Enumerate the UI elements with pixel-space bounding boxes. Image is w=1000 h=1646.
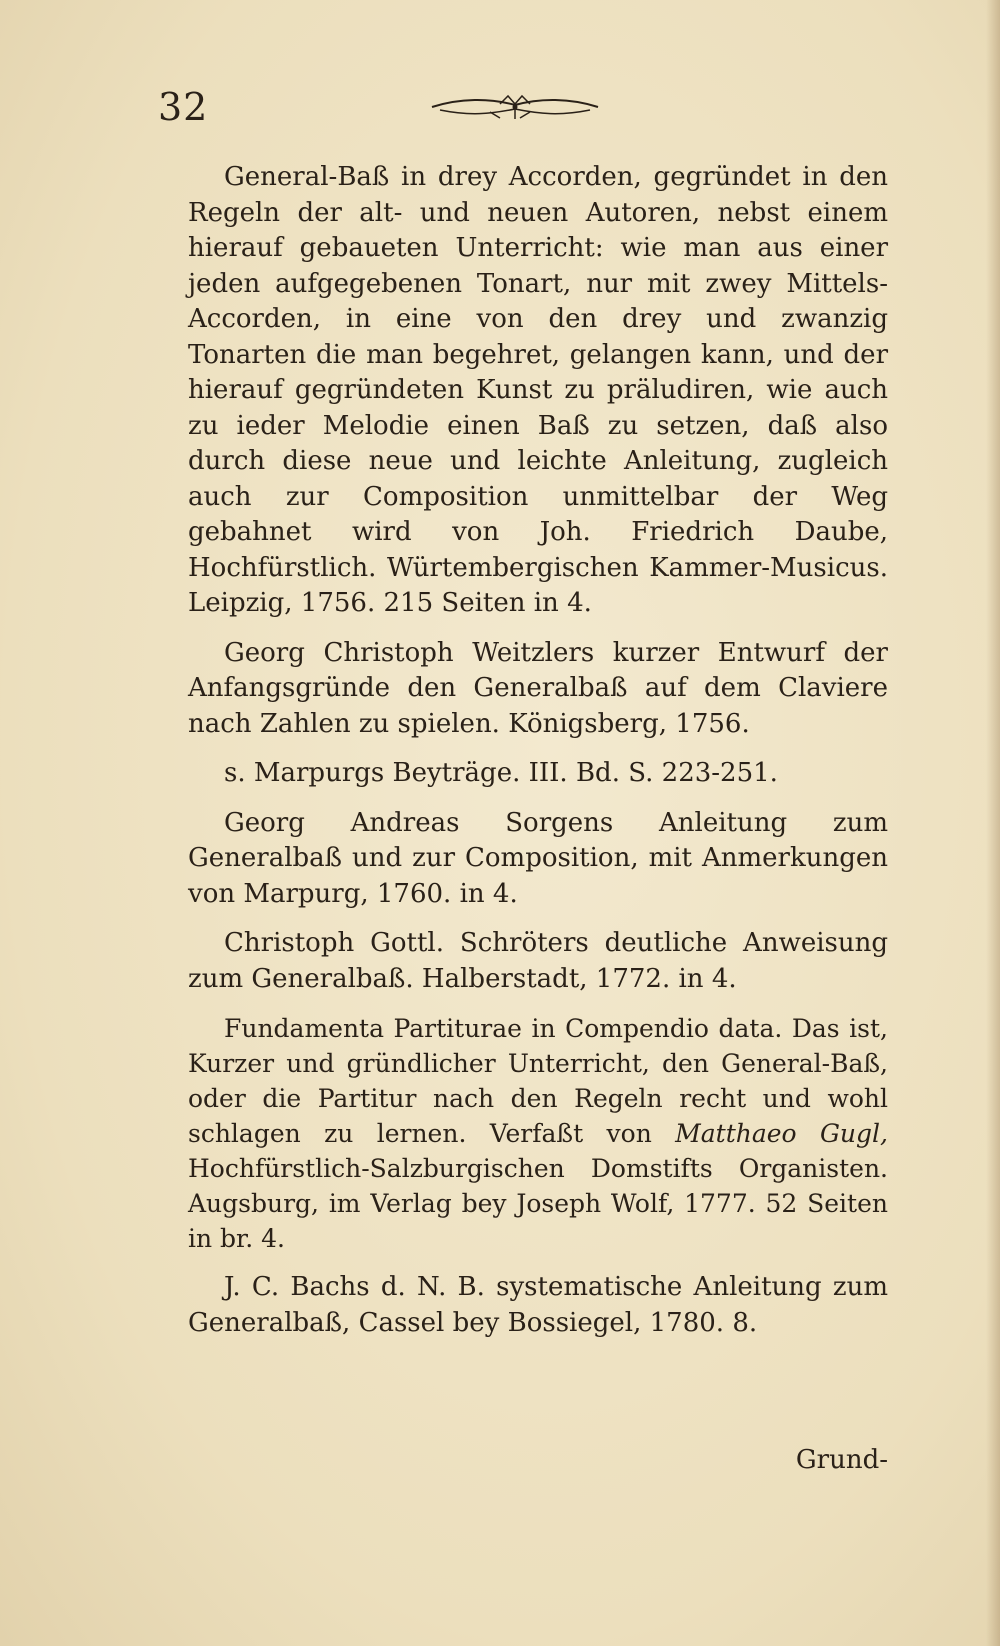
entry-marpurg-reference: s. Marpurgs Beyträge. III. Bd. S. 223-251. [224,758,778,788]
ornament-rule-icon [430,90,600,124]
entry-sorge: Georg Andreas Sorgens Anleitung zum Generalbaß und zur Composition, mit Anmerkungen von Marpurg, 1760. in 4. [188,807,888,909]
entry-bach: J. C. Bachs d. N. B. systematische Anleitung zum Generalbaß, Cassel bey Bossiegel, 1780. 8. [188,1272,888,1338]
author-name: Matthaeo Gugl, [675,1119,888,1148]
catchword: Grund- [795,1445,888,1475]
bibliography-text [188,160,888,1355]
latin-term: General-Baß, [721,1049,888,1078]
entry-gugl [188,1011,888,1256]
entry-weitzler: Georg Christoph Weitzlers kurzer Entwurf der Anfangsgründe den Generalbaß auf dem Claviere nach Zahlen zu spielen. Königsberg, 1756. [188,637,888,739]
entry-gugl-text-b: oder die Partitur nach den Regeln recht und wohl schlagen zu lernen. Verfaßt von [188,1084,888,1148]
page-header [158,82,878,132]
entry-daube: General-Baß in drey Accorden, gegründet in den Regeln der alt- und neuen Autoren, nebst einem hierauf gebaueten Unterricht: wie man aus einer jeden aufgegebenen Tonart, nur mit zwey Mittels-Accorden, in eine von den drey und zwanzig Tonarten die man begehret, gelangen kann, und der hierauf gegründeten Kunst zu präludiren, wie auch zu ieder Melodie einen Baß zu setzen, daß also durch diese neue und leichte Anleitung, zugleich auch zur Composition unmittelbar der Weg gebahnet wird von Joh. Friedrich Daube, Hochfürstlich. Würtembergischen Kammer-Musicus. Leipzig, 1756. 215 Seiten in 4. [188,162,888,618]
page-edge-shadow [986,0,1000,1646]
entry-schroeter: Christoph Gottl. Schröters deutliche Anweisung zum Generalbaß. Halberstadt, 1772. in 4. [188,928,888,994]
page-number: 32 [158,85,209,129]
latin-title: Fundamenta Partiturae in Compendio data. [224,1014,783,1043]
entry-gugl-text-a: Das ist, Kurzer und gründlicher Unterricht, den [188,1014,888,1078]
entry-gugl-text-c: Hochfürstlich-Salzburgischen Domstifts Organisten. Augsburg, im Verlag bey Joseph Wolf, 1777. 52 Seiten in br. 4. [188,1154,888,1253]
